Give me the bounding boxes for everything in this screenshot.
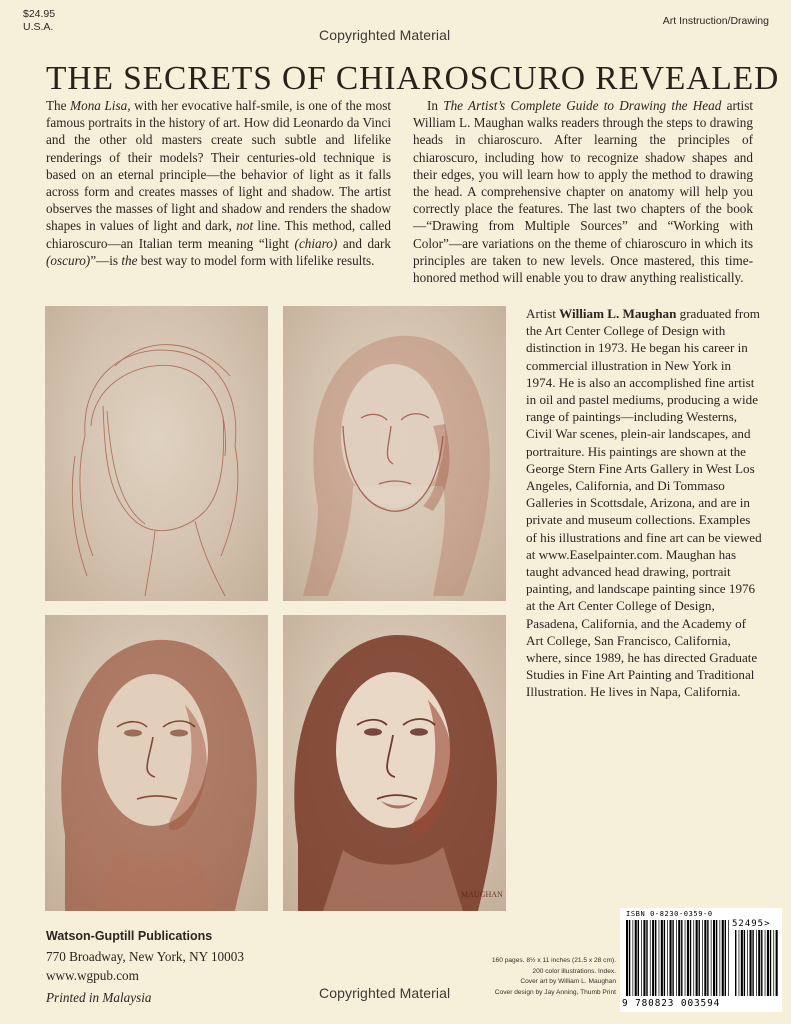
addon-barcode-bars	[734, 930, 778, 996]
barcode-bar	[704, 920, 706, 996]
text: line. This method, called chiaroscuro—an Italian term meaning “light	[46, 218, 391, 251]
barcode	[620, 908, 782, 1012]
barcode-bar	[638, 920, 639, 996]
barcode-bar	[659, 920, 660, 996]
barcode-bar	[635, 920, 637, 996]
barcode-bar	[667, 920, 668, 996]
barcode-bar	[776, 930, 778, 996]
portrait-sketch-lines	[45, 306, 268, 601]
barcode-bar	[699, 920, 700, 996]
barcode-bar	[758, 930, 760, 996]
barcode-bar	[661, 920, 663, 996]
barcode-bar	[643, 920, 645, 996]
barcode-bar	[725, 920, 726, 996]
barcode-bar	[720, 920, 721, 996]
barcode-bar	[670, 920, 672, 996]
illustration-midtone-shading	[45, 615, 268, 911]
text: and dark	[337, 235, 391, 251]
barcode-bar	[681, 920, 682, 996]
text: ”—is	[90, 252, 122, 268]
headline: THE SECRETS OF CHIAROSCURO REVEALED	[46, 60, 780, 97]
barcode-bar	[650, 920, 651, 996]
author-bio	[526, 305, 762, 701]
barcode-bar	[664, 920, 665, 996]
isbn-number: ISBN 0-8230-0359-0	[626, 910, 713, 918]
barcode-bar	[744, 930, 745, 996]
portrait-finished	[283, 615, 506, 911]
publisher-block	[46, 927, 244, 1007]
barcode-bar	[652, 920, 654, 996]
price-region: U.S.A.	[23, 21, 54, 33]
ean-number: 9 780823 003594	[622, 998, 721, 1009]
barcode-bar	[756, 930, 757, 996]
book-title: The Artist’s Complete Guide to Drawing the Head	[443, 98, 722, 113]
italic-text: (chiaro)	[294, 235, 338, 251]
spec-line: Cover design by Jay Anning, Thumb Print	[494, 988, 616, 996]
barcode-bar	[633, 920, 634, 996]
text: In	[427, 98, 444, 113]
publisher-url: www.wgpub.com	[46, 968, 139, 983]
text: graduated from the Art Center College of Design with distinction in 1973. He began his career in commercial illustration in New York in 1974. He is also an accomplished fine artist in oil and pastel mediums, producing a wide range of paintings—including Westerns, Civil War scenes, plein-air landscapes, and portraiture. His paintings are shown at the George Stern Fine Arts Gallery in West Los Angeles, California, and Di Tommaso Galleries in Scottsdale, Arizona, and are in private and museum collections. Examples of his illustrations and fine art can be viewed at www.Easelpainter.com. Maughan has taught advanced head drawing, portrait painting, and landscape painting since 1976 at the Art Center College of Design, Pasadena, California, and the Academy of Art College, San Francisco, California, where, since 1989, he has directed Graduate Studies in Fine Art Painting and Traditional Illustration. He lives in Napa, California.	[526, 306, 762, 700]
barcode-bar	[752, 930, 753, 996]
barcode-bar	[750, 930, 752, 996]
description-column-1	[46, 97, 391, 269]
barcode-bar	[770, 930, 771, 996]
barcode-bar	[728, 920, 729, 996]
barcode-bar	[672, 920, 673, 996]
barcode-bar	[693, 920, 694, 996]
spec-line: 160 pages. 8½ x 11 inches (21.5 x 28 cm).	[491, 957, 616, 964]
barcode-bar	[741, 930, 743, 996]
book-specs	[430, 956, 616, 998]
barcode-bar	[716, 920, 717, 996]
barcode-bar	[687, 920, 689, 996]
publisher-name: Watson-Guptill Publications	[46, 929, 213, 943]
barcode-bar	[629, 920, 630, 996]
barcode-bar	[713, 920, 715, 996]
barcode-bar	[685, 920, 686, 996]
copyright-watermark-bottom: Copyrighted Material	[319, 985, 451, 1001]
author-name: William L. Maughan	[559, 306, 677, 321]
barcode-bar	[735, 930, 736, 996]
barcode-bar	[655, 920, 656, 996]
italic-text: Mona Lisa,	[70, 98, 131, 113]
copyright-watermark-top: Copyrighted Material	[319, 27, 451, 43]
text: artist William L. Maughan walks readers through the steps to drawing heads in chiaroscuro. After learning the principles of chiaroscuro, including how to recognize shadow shapes and their edges, you will learn how to apply the method to drawing the head. A comprehensive chapter on anatomy will help you correctly place the features. The last two chapters of the book—“Drawing from Multiple Sources” and “Working with Color”—are variations on the theme of chiaroscuro in which its principles are taken to new levels. Once mastered, this time-honored method will enable you to draw anything realistically.	[413, 98, 753, 286]
barcode-bar	[646, 920, 647, 996]
category-label: Art Instruction/Drawing	[662, 15, 769, 27]
barcode-bar	[626, 920, 628, 996]
illustration-light-shading	[283, 306, 506, 601]
barcode-bar	[747, 930, 748, 996]
italic-text: the	[121, 252, 138, 268]
text: with her evocative half-smile, is one of the most famous portraits in the history of art. How did Leonardo da Vinci and the other old masters create such subtle and lifelike renderings of their models? Their centuries-old technique is based on an eternal principle—the behavior of light as it falls across form and creates masses of light and shadow. The artist observes the masses of light and shadow and renders the shadow shapes in values of light and dark,	[46, 98, 391, 234]
illustration-finished-drawing	[283, 615, 506, 911]
price: $24.95	[23, 8, 56, 20]
italic-text: (oscuro)	[46, 252, 91, 268]
portrait-light-shading	[283, 306, 506, 601]
text: best way to model form with lifelike results.	[137, 252, 375, 268]
barcode-bar	[773, 930, 774, 996]
barcode-bar	[641, 920, 642, 996]
barcode-bar	[676, 920, 677, 996]
barcode-bar	[696, 920, 698, 996]
barcode-bar	[761, 930, 762, 996]
illustration-line-sketch	[45, 306, 268, 601]
printed-in: Printed in Malaysia	[46, 989, 152, 1005]
description-column-2	[413, 97, 753, 286]
text: The	[46, 98, 71, 113]
ean-barcode-bars	[625, 920, 730, 996]
artist-signature: MAUGHAN	[461, 890, 503, 899]
publisher-address: 770 Broadway, New York, NY 10003	[46, 948, 244, 964]
spec-line: Cover art by William L. Maughan	[520, 978, 616, 986]
price-addon-number: 52495>	[732, 919, 771, 929]
barcode-bar	[767, 930, 769, 996]
barcode-bar	[739, 930, 740, 996]
text: Artist	[526, 306, 560, 321]
italic-text: not	[236, 218, 254, 234]
barcode-bar	[722, 920, 724, 996]
barcode-bar	[678, 920, 680, 996]
barcode-bar	[707, 920, 708, 996]
spec-line: 200 color illustrations. Index.	[532, 967, 616, 975]
barcode-bar	[702, 920, 703, 996]
barcode-bar	[711, 920, 712, 996]
portrait-midtone-shading	[45, 615, 268, 911]
barcode-bar	[690, 920, 691, 996]
barcode-bar	[765, 930, 766, 996]
price-block	[23, 8, 55, 34]
